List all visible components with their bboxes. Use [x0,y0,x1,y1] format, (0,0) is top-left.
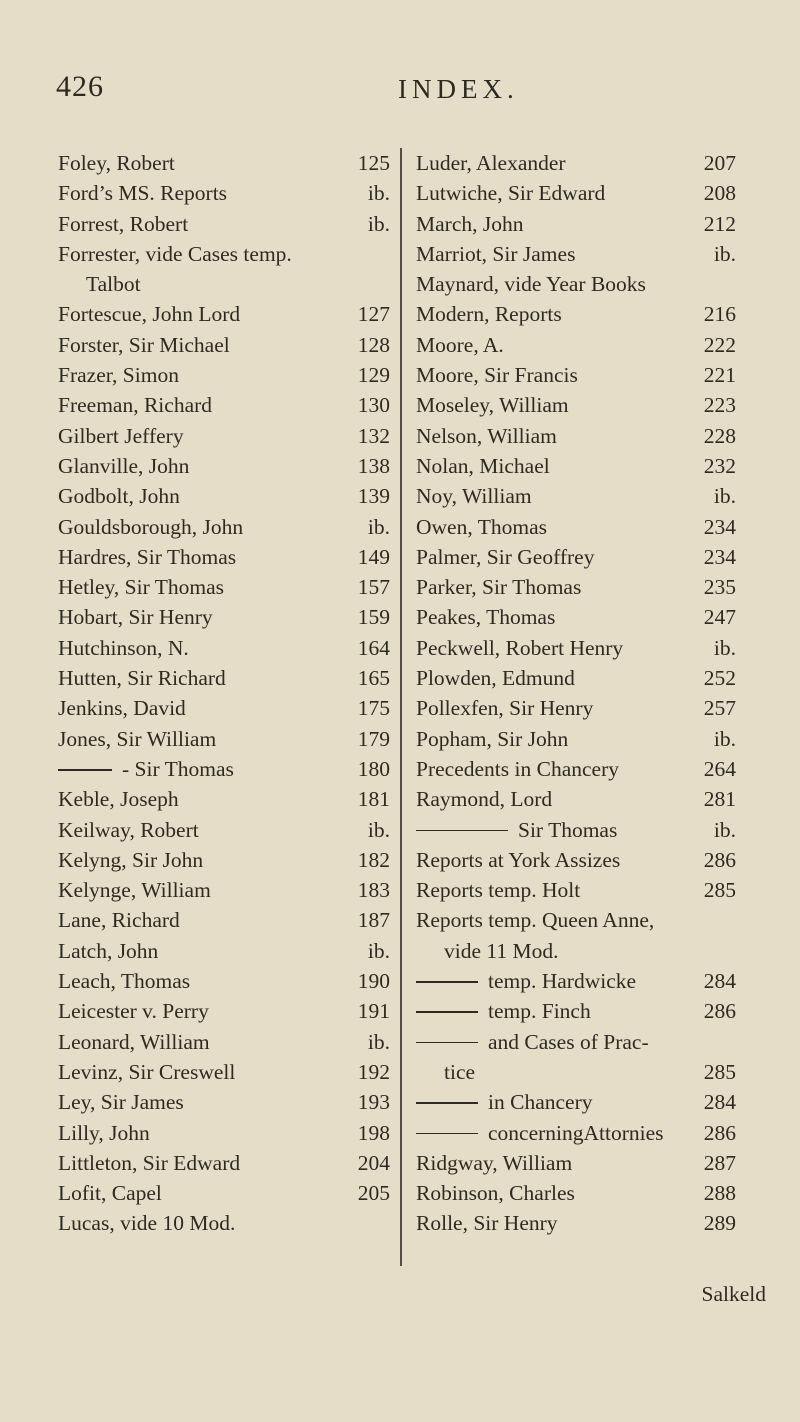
entry-page: ib. [713,241,736,266]
entry-page: 130 [357,393,390,418]
entry-name: Nelson, William [416,423,557,448]
index-entry [416,602,736,632]
entry-name: Marriot, Sir James [416,241,576,266]
index-entry [416,845,736,875]
entry-page: ib. [713,484,736,509]
entry-name: vide 11 Mod. [444,938,559,963]
index-entry [58,663,390,693]
entry-page: 281 [703,787,736,812]
entry-name: Moore, A. [416,332,504,357]
index-entry [416,390,736,420]
entry-name: Robinson, Charles [416,1181,575,1206]
entry-page: 187 [357,908,390,933]
entry-page: ib. [713,635,736,660]
index-entry [416,1087,736,1117]
index-entry [416,754,736,784]
entry-page: 288 [703,1181,736,1206]
entry-page: ib. [713,726,736,751]
entry-name: Hutten, Sir Richard [58,666,226,691]
entry-name: Gouldsborough, John [58,514,244,539]
entry-name: Fortescue, John Lord [58,302,241,327]
entry-page: ib. [367,938,390,963]
entry-page: 247 [703,605,736,630]
entry-name: Pollexfen, Sir Henry [416,696,594,721]
index-entry [58,724,390,754]
entry-page: 287 [703,1150,736,1175]
index-entry [58,1178,390,1208]
index-entry [416,209,736,239]
index-entry [416,239,736,269]
entry-page: 234 [703,544,736,569]
entry-page: 284 [703,1090,736,1115]
entry-name: Kelyng, Sir John [58,847,204,872]
entry-name: and Cases of Prac- [488,1029,649,1054]
entry-name: Forster, Sir Michael [58,332,230,357]
entry-name: temp. Finch [488,999,591,1024]
entry-name: Maynard, vide Year Books [416,272,646,297]
entry-page: 216 [703,302,736,327]
entry-page: 190 [357,969,390,994]
index-entry [416,178,736,208]
entry-page: 208 [703,181,736,206]
index-entry [58,542,390,572]
entry-page: 264 [703,756,736,781]
entry-name: Plowden, Edmund [416,666,575,691]
entry-name: Freeman, Richard [58,393,213,418]
entry-name: Lutwiche, Sir Edward [416,181,606,206]
entry-name: Foley, Robert [58,151,175,175]
index-entry [58,1087,390,1117]
entry-page: 204 [357,1150,390,1175]
entry-page: 207 [703,151,736,175]
running-head: INDEX. [398,74,519,104]
ditto-dash [416,1042,478,1044]
index-entry [58,875,390,905]
index-entry [416,1178,736,1208]
entry-name: Owen, Thomas [416,514,547,539]
index-entry [58,845,390,875]
index-entry [416,1118,736,1148]
entry-name: March, John [416,211,524,236]
index-entry [416,542,736,572]
index-entry [58,512,390,542]
entry-page: 180 [357,756,390,781]
entry-name: Gilbert Jeffery [58,423,184,448]
index-entry [416,1148,736,1178]
index-entry [58,1027,390,1057]
index-entry [416,663,736,693]
index-entry [58,269,390,299]
entry-name: concerningAttornies [488,1120,664,1145]
entry-name: Ford’s MS. Reports [58,181,228,206]
index-entry [58,966,390,996]
index-entry [58,1148,390,1178]
index-entry [58,936,390,966]
entry-name: Lilly, John [58,1120,150,1145]
entry-name: Frazer, Simon [58,363,179,388]
entry-name: Jenkins, David [58,696,186,721]
entry-name: Glanville, John [58,453,190,478]
entry-page: 222 [703,332,736,357]
index-entry [416,421,736,451]
entry-name: Popham, Sir John [416,726,569,751]
index-entry [58,784,390,814]
index-entry [416,451,736,481]
index-entry [58,572,390,602]
entry-name: Forrester, vide Cases temp. [58,241,292,266]
entry-page: 289 [703,1211,736,1236]
index-column-right [416,148,736,1239]
entry-name: Modern, Reports [416,302,562,327]
entry-page: 205 [357,1181,390,1206]
entry-page: 125 [357,151,390,175]
index-column-left [58,148,390,1239]
entry-name: Keble, Joseph [58,787,179,812]
ditto-dash [416,1133,478,1135]
entry-page: 252 [703,666,736,691]
entry-name: Reports temp. Holt [416,878,581,903]
entry-page: 234 [703,514,736,539]
entry-page: 138 [357,453,390,478]
ditto-dash [416,1102,478,1104]
index-entry [416,905,736,935]
index-entry [416,996,736,1026]
entry-page: 284 [703,969,736,994]
entry-name: Leonard, William [58,1029,210,1054]
entry-name: Reports at York Assizes [416,847,621,872]
entry-page: ib. [367,181,390,206]
entry-page: 235 [703,575,736,600]
entry-name: Nolan, Michael [416,453,550,478]
index-entry [58,754,390,784]
index-entry [416,269,736,299]
entry-name: temp. Hardwicke [488,969,637,994]
column-divider [400,148,402,1266]
index-entry [416,299,736,329]
entry-page: 192 [357,1059,390,1084]
entry-name: Lofit, Capel [58,1181,162,1206]
entry-name: Luder, Alexander [416,151,566,175]
index-entry [416,693,736,723]
index-entry [416,784,736,814]
entry-page: 149 [357,544,390,569]
entry-name: Palmer, Sir Geoffrey [416,544,595,569]
entry-name: Jones, Sir William [58,726,217,751]
index-entry [416,875,736,905]
entry-name: Levinz, Sir Creswell [58,1059,236,1084]
entry-name: Godbolt, John [58,484,180,509]
entry-name: Hetley, Sir Thomas [58,575,225,600]
entry-name: Talbot [86,272,141,297]
index-entry [58,693,390,723]
index-entry [416,1027,736,1057]
index-entry [58,360,390,390]
index-entry [416,815,736,845]
index-entry [58,239,390,269]
entry-page: ib. [713,817,736,842]
entry-name: Leach, Thomas [58,969,191,994]
entry-page: 175 [357,696,390,721]
index-entry [58,330,390,360]
entry-page: 212 [703,211,736,236]
entry-name: Lucas, vide 10 Mod. [58,1211,236,1236]
index-entry [58,996,390,1026]
entry-page: 165 [357,666,390,691]
entry-page: 157 [357,575,390,600]
entry-page: 193 [357,1090,390,1115]
index-entry [58,390,390,420]
index-entry [58,299,390,329]
index-entry [58,178,390,208]
entry-name: Peakes, Thomas [416,605,556,630]
index-entry [58,815,390,845]
index-entry [58,1118,390,1148]
entry-page: 286 [703,1120,736,1145]
entry-name: tice [444,1059,476,1084]
entry-page: 221 [703,363,736,388]
entry-page: 223 [703,393,736,418]
index-entry [58,421,390,451]
entry-name: Peckwell, Robert Henry [416,635,624,660]
entry-page: 159 [357,605,390,630]
index-entry [58,1057,390,1087]
index-entry [416,572,736,602]
entry-page: 132 [357,423,390,448]
entry-name: Rolle, Sir Henry [416,1211,558,1236]
entry-page: 129 [357,363,390,388]
ditto-dash [416,830,508,832]
index-entry [58,451,390,481]
index-entry [416,724,736,754]
entry-page: 285 [703,878,736,903]
entry-name: Precedents in Chancery [416,756,619,781]
index-entry [416,148,736,178]
entry-name: Kelynge, William [58,878,211,903]
index-entry [416,1208,736,1238]
ditto-dash [58,769,112,771]
index-entry [58,209,390,239]
entry-page: 232 [703,453,736,478]
ditto-dash [416,981,478,983]
entry-page: 183 [357,878,390,903]
entry-name: Moseley, William [416,393,569,418]
entry-page: 181 [357,787,390,812]
entry-name: Hobart, Sir Henry [58,605,213,630]
entry-name: Raymond, Lord [416,787,553,812]
index-entry [416,936,736,966]
entry-name: Littleton, Sir Edward [58,1150,241,1175]
entry-name: Noy, William [416,484,532,509]
entry-name: in Chancery [488,1090,593,1115]
entry-page: 164 [357,635,390,660]
index-entry [416,633,736,663]
index-entry [416,512,736,542]
index-entry [58,481,390,511]
entry-page: ib. [367,514,390,539]
entry-name: Latch, John [58,938,159,963]
entry-name: Sir Thomas [518,817,618,842]
entry-page: ib. [367,211,390,236]
entry-page: 228 [703,423,736,448]
entry-page: 198 [357,1120,390,1145]
entry-page: 128 [357,332,390,357]
entry-page: 285 [703,1059,736,1084]
entry-page: 286 [703,847,736,872]
entry-name: - Sir Thomas [122,756,234,781]
entry-page: 179 [357,726,390,751]
entry-name: Forrest, Robert [58,211,189,236]
index-entry [416,330,736,360]
index-entry [58,1208,390,1238]
entry-name: Ridgway, William [416,1150,573,1175]
entry-name: Reports temp. Queen Anne, [416,908,655,933]
entry-name: Hutchinson, N. [58,635,189,660]
entry-name: Hardres, Sir Thomas [58,544,237,569]
index-entry [416,481,736,511]
index-entry [58,905,390,935]
index-entry [58,148,390,178]
entry-name: Ley, Sir James [58,1090,184,1115]
catchword: Salkeld [701,1282,766,1306]
index-entry [58,633,390,663]
entry-page: ib. [367,1029,390,1054]
entry-page: 191 [357,999,390,1024]
index-entry [416,966,736,996]
entry-page: ib. [367,817,390,842]
page-number: 426 [56,70,104,103]
entry-page: 127 [357,302,390,327]
index-entry [416,1057,736,1087]
entry-page: 182 [357,847,390,872]
entry-name: Leicester v. Perry [58,999,209,1024]
entry-page: 257 [703,696,736,721]
ditto-dash [416,1011,478,1013]
entry-name: Keilway, Robert [58,817,199,842]
entry-name: Lane, Richard [58,908,180,933]
index-entry [58,602,390,632]
entry-page: 286 [703,999,736,1024]
entry-name: Moore, Sir Francis [416,363,578,388]
page-header [0,70,800,110]
entry-page: 139 [357,484,390,509]
entry-name: Parker, Sir Thomas [416,575,582,600]
index-entry [416,360,736,390]
